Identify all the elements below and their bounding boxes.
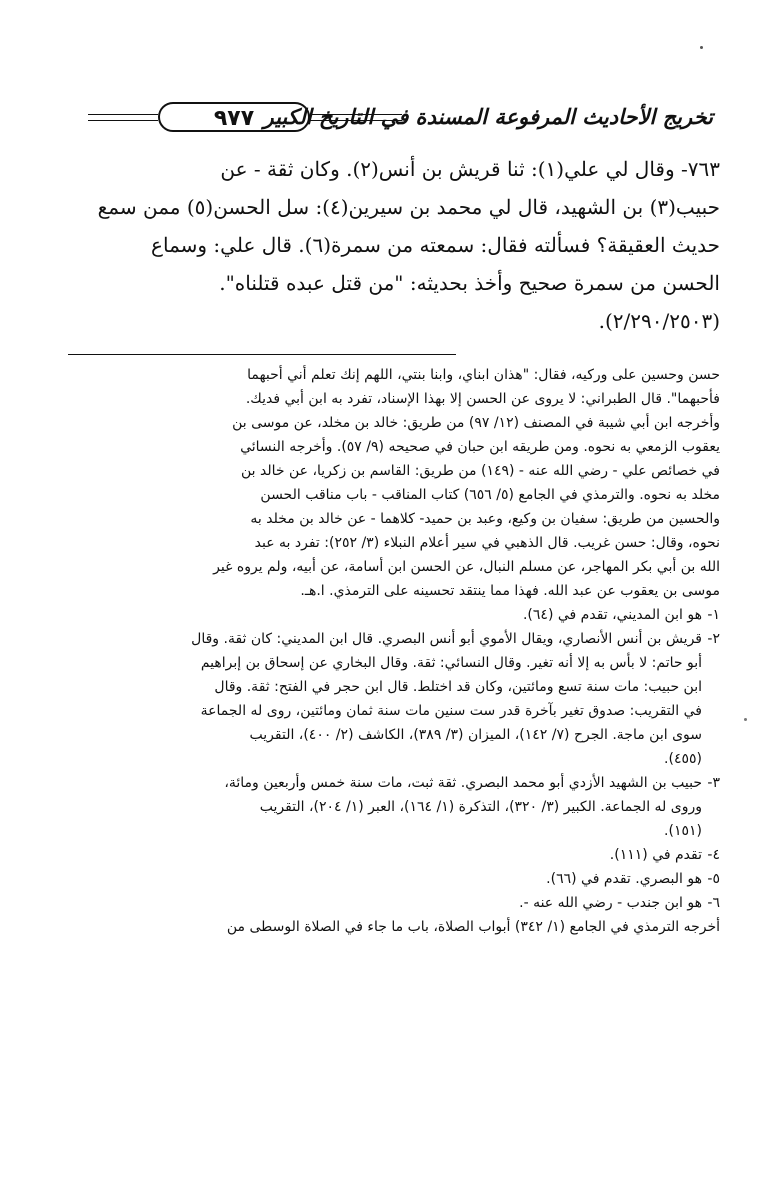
- footnote-number: ١-: [707, 607, 720, 623]
- footnote-item: [68, 867, 720, 891]
- footnote-line: (١٥١).: [664, 823, 702, 839]
- footnote-line: نحوه، وقال: حسن غريب. قال الذهبي في سير أعلام النبلاء (٣/ ٢٥٢): تفرد به عبد: [254, 535, 720, 551]
- footnote-body: [68, 891, 702, 915]
- footnote-line: الله بن أبي بكر المهاجر، عن مسلم النبال، عن الحسن ابن أسامة، عن أبيه، ولم يروه غير: [213, 559, 720, 575]
- footnote-trailing-line: أخرجه الترمذي في الجامع (١/ ٣٤٢) أبواب الصلاة، باب ما جاء في الصلاة الوسطى من: [226, 919, 720, 935]
- page-number-badge: ٩٧٧: [158, 102, 310, 132]
- footnote-line: والحسين من طريق: سفيان بن وكيع، وعبد بن حميد- كلاهما - عن خالد بن مخلد به: [250, 511, 720, 527]
- footnote-line: وروى له الجماعة. الكبير (٣/ ٣٢٠)، التذكرة (١/ ١٦٤)، العبر (١/ ٢٠٤)، التقريب: [259, 799, 702, 815]
- footnote-line: حسن وحسين على وركيه، فقال: "هذان ابناي، وابنا بنتي، اللهم إنك تعلم أني أحبهما: [247, 367, 720, 383]
- main-line: حبيب(٣) بن الشهيد، قال لي محمد بن سيرين(٤): سل الحسن(٥) ممن سمع: [97, 195, 720, 219]
- footnote-line: هو ابن جندب - رضي الله عنه -.: [519, 895, 702, 911]
- footnote-line: أبو حاتم: لا بأس به إلا أنه تغير. وقال النسائي: ثقة. وقال البخاري عن إسحاق بن إبراهيم: [200, 655, 702, 671]
- footnote-line: ابن حبيب: مات سنة تسع ومائتين، وكان قد اختلط. قال ابن حجر في الفتح: ثقة. وقال: [214, 679, 702, 695]
- footnote-body: [68, 603, 702, 627]
- footnote-body: [68, 627, 702, 771]
- main-line: (٢/٢٩٠/٢٥٠٣).: [598, 309, 720, 333]
- footnote-divider: [68, 354, 456, 355]
- main-text: [68, 150, 720, 340]
- footnote-number: ٢-: [707, 631, 720, 647]
- footnote-item: [68, 603, 720, 627]
- main-line: حديث العقيقة؟ فسألته فقال: سمعته من سمرة(٦). قال علي: وسماع: [151, 233, 720, 257]
- main-line: الحسن من سمرة صحيح وأخذ بحديثه: "من قتل عبده قتلناه".: [219, 271, 720, 295]
- footnote-line: هو البصري. تقدم في (٦٦).: [546, 871, 702, 887]
- footnote-item: [68, 771, 720, 843]
- footnote-line: فأحبهما". قال الطبراني: لا يروى عن الحسن إلا بهذا الإسناد، تفرد به ابن أبي فديك.: [245, 391, 720, 407]
- footnote-line: وأخرجه ابن أبي شيبة في المصنف (١٢/ ٩٧) من طريق: خالد بن مخلد، عن موسى بن: [232, 415, 720, 431]
- main-line: ٧٦٣- وقال لي علي(١): ثنا قريش بن أنس(٢). وكان ثقة - عن: [220, 157, 720, 181]
- footnote-item: [68, 843, 720, 867]
- footnote-line: (٤٥٥).: [664, 751, 702, 767]
- footnote-number: ٦-: [707, 895, 720, 911]
- footnote-number: ٤-: [707, 847, 720, 863]
- footnote-number: ٣-: [707, 775, 720, 791]
- footnote-body: [68, 843, 702, 867]
- footnote-line: سوى ابن ماجة. الجرح (٧/ ١٤٢)، الميزان (٣/ ٣٨٩)، الكاشف (٢/ ٤٠٠)، التقريب: [249, 727, 702, 743]
- footnote-line: تقدم في (١١١).: [609, 847, 702, 863]
- speck-mark: [744, 718, 747, 721]
- footnote-line: في التقريب: صدوق تغير بآخرة قدر ست سنين مات سنة ثمان ومائتين، روى له الجماعة: [200, 703, 702, 719]
- footnote-line: حبيب بن الشهيد الأزدي أبو محمد البصري. ثقة ثبت، مات سنة خمس وأربعين ومائة،: [224, 775, 702, 791]
- footnote-number: ٥-: [707, 871, 720, 887]
- footnote-item: [68, 627, 720, 771]
- footnote-line: مخلد به نحوه. والترمذي في الجامع (٥/ ٦٥٦) كتاب المناقب - باب مناقب الحسن: [260, 487, 720, 503]
- footnote-line: موسى بن يعقوب عن عبد الله. فهذا مما ينتقد تحسينه على الترمذي. ا.هـ.: [300, 583, 720, 599]
- speck-mark: [700, 46, 703, 49]
- footnote-continuation: [68, 363, 720, 603]
- footnote-line: يعقوب الزمعي به نحوه. ومن طريقه ابن حبان في صحيحه (٩/ ٥٧). وأخرجه النسائي: [240, 439, 720, 455]
- header-title: تخريج الأحاديث المرفوعة المسندة في التاريخ الكبير: [263, 104, 713, 129]
- footnote-item: [68, 891, 720, 915]
- footnote-line: قريش بن أنس الأنصاري، ويقال الأموي أبو أنس البصري. قال ابن المديني: كان ثقة. وقال: [191, 631, 702, 647]
- footnotes: [68, 363, 720, 939]
- header-rule-left: [88, 114, 158, 121]
- footnote-line: في خصائص علي - رضي الله عنه - (١٤٩) من طريق: القاسم بن زكريا، عن خالد بن: [241, 463, 720, 479]
- running-header: [88, 100, 713, 140]
- footnote-body: [68, 771, 702, 843]
- footnote-line: هو ابن المديني، تقدم في (٦٤).: [522, 607, 702, 623]
- footnote-body: [68, 867, 702, 891]
